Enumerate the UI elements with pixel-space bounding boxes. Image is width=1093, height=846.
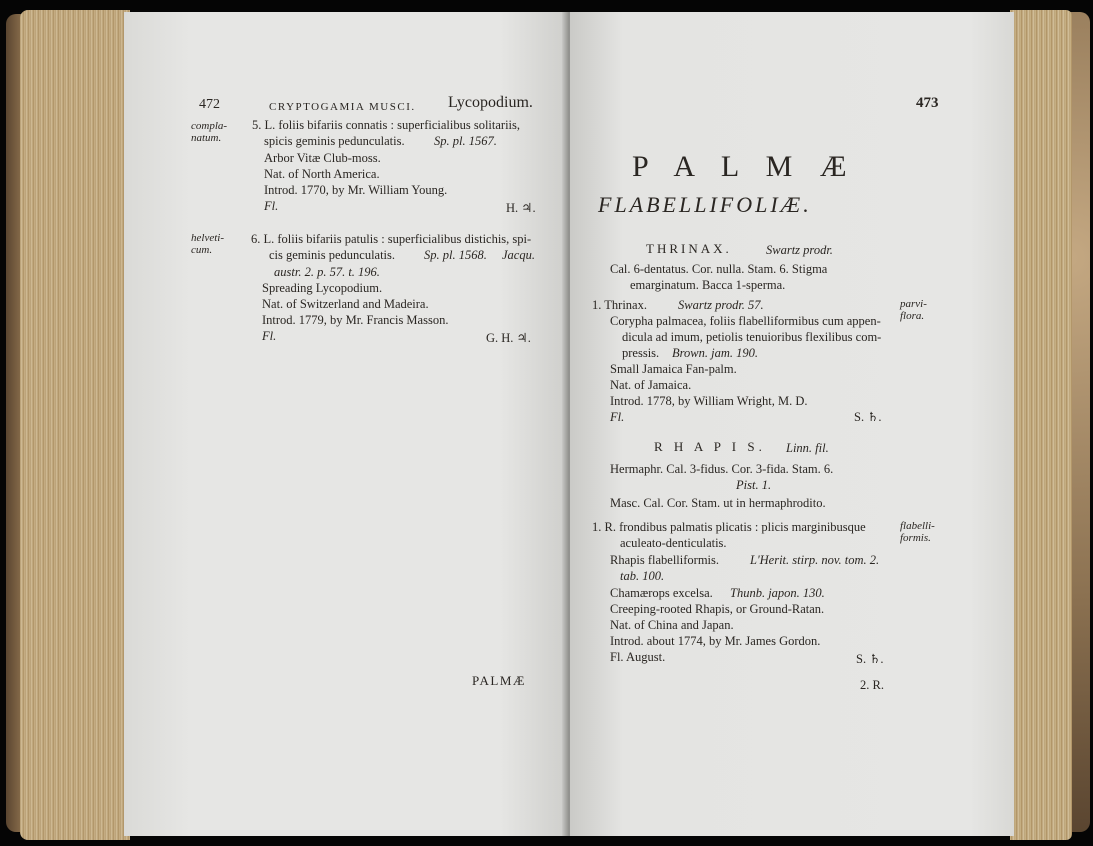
synonym: Corypha palmacea, foliis flabelliformibus cum appen- <box>610 314 881 328</box>
genus-reference: Linn. fil. <box>786 441 829 455</box>
species-reference: austr. 2. p. 57. t. 196. <box>274 265 380 279</box>
page-edges-right <box>1010 10 1072 840</box>
margin-species-name: natum. <box>191 132 222 144</box>
margin-species-name: formis. <box>900 532 931 544</box>
introduction: Introd. 1778, by William Wright, M. D. <box>610 394 808 408</box>
synonym: pressis. <box>622 346 660 360</box>
native-region: Nat. of Switzerland and Madeira. <box>262 297 429 311</box>
species-diagnosis: cis geminis pedunculatis. <box>269 248 396 262</box>
genus-character: Hermaphr. Cal. 3-fidus. Cor. 3-fida. Stam. 6. <box>610 462 834 476</box>
common-name: Creeping-rooted Rhapis, or Ground-Ratan. <box>610 602 825 616</box>
genus-character: emarginatum. Bacca 1-sperma. <box>630 278 786 292</box>
genus-reference: Swartz prodr. <box>766 243 833 257</box>
running-head: CRYPTOGAMIA MUSCI. <box>269 101 416 113</box>
introduction: Introd. 1770, by Mr. William Young. <box>264 183 448 197</box>
section-subtitle: FLABELLIFOLIÆ. <box>598 192 812 217</box>
species-reference: Thunb. japon. 130. <box>730 586 825 600</box>
species-diagnosis: aculeato-denticulatis. <box>620 536 727 550</box>
species-reference: Jacqu. <box>502 248 535 262</box>
genus-heading: R H A P I S. <box>654 439 766 454</box>
species-reference: L'Herit. stirp. nov. tom. 2. <box>750 553 880 567</box>
catchword: PALMÆ <box>472 673 526 688</box>
synonym: Rhapis flabelliformis. <box>610 553 720 567</box>
margin-species-name: flora. <box>900 310 925 322</box>
species-diagnosis: 6. L. foliis bifariis patulis : superficialibus distichis, spi- <box>251 232 532 246</box>
species-reference: Sp. pl. 1568. <box>424 248 487 262</box>
culture-symbol: S. ♄. <box>854 410 882 424</box>
species-reference: tab. 100. <box>620 569 665 583</box>
flowering: Fl. <box>610 410 625 424</box>
genus-character: Masc. Cal. Cor. Stam. ut in hermaphrodito. <box>610 496 826 510</box>
species-name: 1. Thrinax. <box>592 298 647 312</box>
species-diagnosis: 5. L. foliis bifariis connatis : superficialibus solitariis, <box>252 118 521 132</box>
margin-species-name: flabelli- <box>900 520 935 532</box>
introduction: Introd. 1779, by Mr. Francis Masson. <box>262 313 449 327</box>
synonym: Chamærops excelsa. <box>610 586 713 600</box>
margin-species-name: compla- <box>191 120 228 132</box>
page-number-right: 473 <box>916 95 939 111</box>
introduction: Introd. about 1774, by Mr. James Gordon. <box>610 634 821 648</box>
species-diagnosis: spicis geminis pedunculatis. <box>264 134 405 148</box>
native-region: Nat. of China and Japan. <box>610 618 734 632</box>
margin-species-name: helveti- <box>191 232 224 244</box>
culture-symbol: S. ♄. <box>856 652 884 666</box>
flowering: Fl. <box>262 329 277 343</box>
common-name: Arbor Vitæ Club-moss. <box>264 151 381 165</box>
species-reference: Sp. pl. 1567. <box>434 134 497 148</box>
flowering: Fl. <box>264 199 279 213</box>
common-name: Small Jamaica Fan-palm. <box>610 362 737 376</box>
common-name: Spreading Lycopodium. <box>262 281 383 295</box>
page-edges-left <box>20 10 130 840</box>
catchword: 2. R. <box>860 678 884 692</box>
species-diagnosis: 1. R. frondibus palmatis plicatis : plicis marginibusque <box>592 520 866 534</box>
genus-character: Pist. 1. <box>736 478 772 492</box>
margin-species-name: cum. <box>191 244 213 256</box>
left-page <box>124 12 566 836</box>
genus-heading: THRINAX. <box>646 241 732 256</box>
running-head-genus: Lycopodium. <box>448 94 533 111</box>
species-reference: Swartz prodr. 57. <box>678 298 764 312</box>
margin-species-name: parvi- <box>900 298 927 310</box>
native-region: Nat. of North America. <box>264 167 380 181</box>
native-region: Nat. of Jamaica. <box>610 378 692 392</box>
section-title: P A L M Æ <box>632 150 857 183</box>
flowering: Fl. August. <box>610 650 666 664</box>
culture-symbol: H. ♃. <box>506 201 536 215</box>
culture-symbol: G. H. ♃. <box>486 331 531 345</box>
page-number-left: 472 <box>199 97 220 112</box>
species-reference: Brown. jam. 190. <box>672 346 758 360</box>
synonym: dicula ad imum, petiolis tenuioribus flexilibus com- <box>622 330 882 344</box>
right-page <box>570 12 1014 836</box>
genus-character: Cal. 6-dentatus. Cor. nulla. Stam. 6. Stigma <box>610 262 828 276</box>
